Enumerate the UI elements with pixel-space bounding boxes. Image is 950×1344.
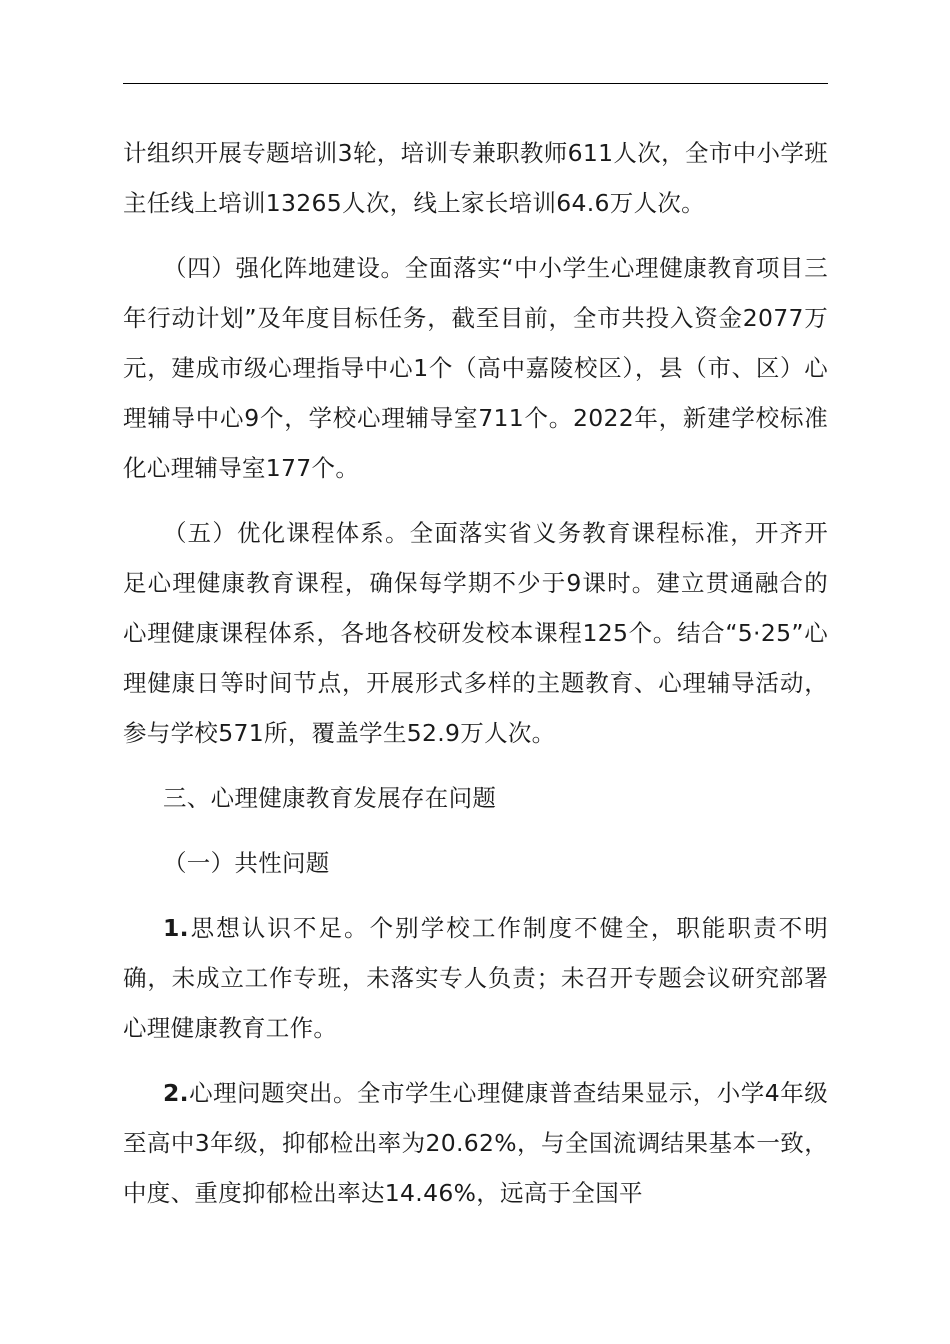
item-text: 心理问题突出。全市学生心理健康普查结果显示，小学4年级至高中3年级，抑郁检出率为20.62%，与全国流调结果基本一致，中度、重度抑郁检出率达14.46%，远高于全国平 [123, 1079, 828, 1207]
paragraph-continuation: 计组织开展专题培训3轮，培训专兼职教师611人次，全市中小学班主任线上培训13265人次，线上家长培训64.6万人次。 [123, 139, 828, 217]
item-number: 2. [163, 1079, 189, 1107]
header-rule [123, 83, 828, 84]
paragraph-optimize-curriculum: （五）优化课程体系。全面落实省义务教育课程标准，开齐开足心理健康教育课程，确保每学期不少于9课时。建立贯通融合的心理健康课程体系，各地各校研发校本课程125个。结合“5·25”心理健康日等时间节点，开展形式多样的主题教育、心理辅导活动，参与学校571所，覆盖学生52.9万人次。 [123, 519, 828, 747]
item-text: 思想认识不足。个别学校工作制度不健全，职能职责不明确，未成立工作专班，未落实专人负责；未召开专题会议研究部署心理健康教育工作。 [123, 914, 828, 1042]
subsection-heading-common-problems: （一）共性问题 [163, 849, 330, 877]
paragraph-strengthen-positions: （四）强化阵地建设。全面落实“中小学生心理健康教育项目三年行动计划”及年度目标任务，截至目前，全市共投入资金2077万元，建成市级心理指导中心1个（高中嘉陵校区），县（市、区）心理辅导中心9个，学校心理辅导室711个。2022年，新建学校标准化心理辅导室177个。 [123, 254, 828, 482]
section-heading-problems: 三、心理健康教育发展存在问题 [163, 784, 497, 812]
document-body [123, 128, 828, 1218]
paragraph-item-2 [123, 1068, 828, 1218]
item-number: 1. [163, 914, 189, 942]
paragraph-item-1 [123, 903, 828, 1053]
